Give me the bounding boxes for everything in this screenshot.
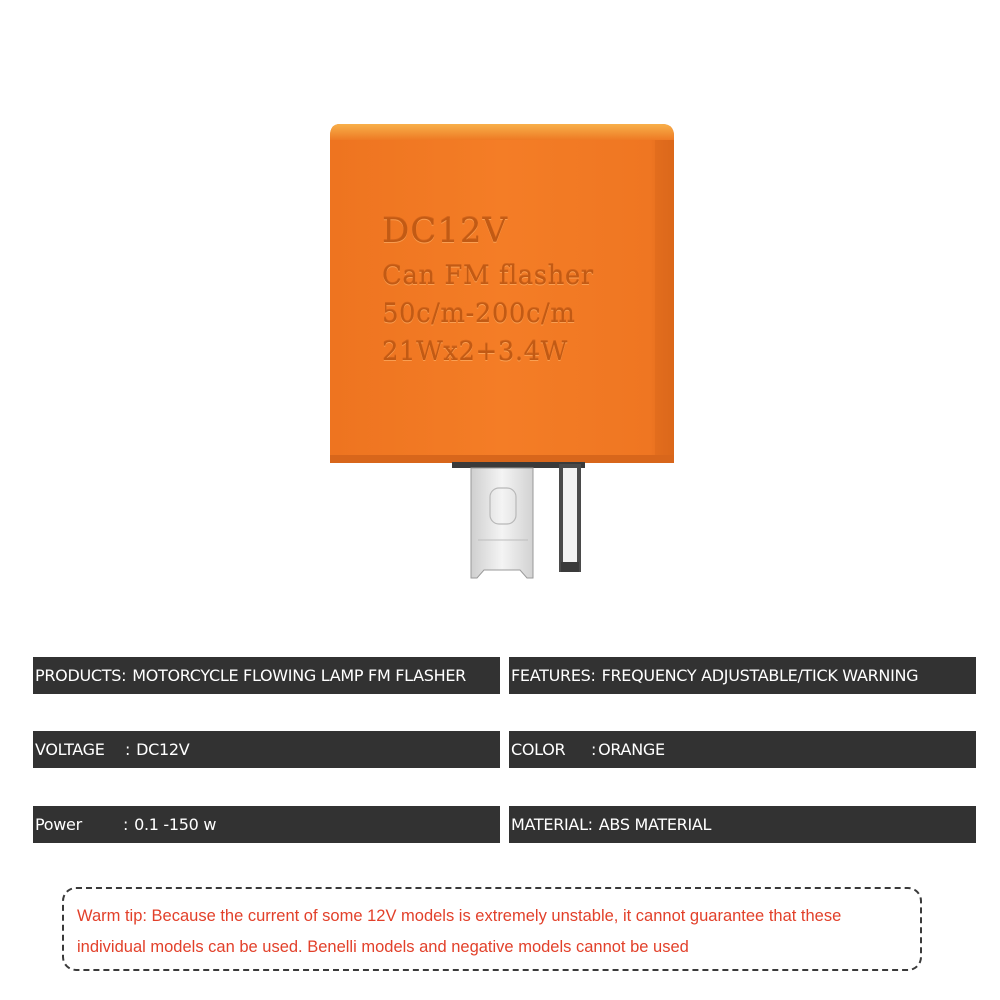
- spec-voltage-value: DC12V: [136, 740, 190, 759]
- spec-power-label: Power: [35, 815, 82, 834]
- spec-products: [33, 657, 500, 694]
- spec-features-label: FEATURES:: [511, 666, 596, 685]
- spec-voltage: [33, 731, 500, 768]
- engraving-wattage: 21Wx2+3.4W: [382, 337, 568, 367]
- warm-tip-box: [62, 887, 922, 971]
- spec-voltage-label: VOLTAGE: [35, 740, 105, 759]
- spec-features-value: FREQUENCY ADJUSTABLE/TICK WARNING: [601, 666, 919, 685]
- spec-material: [509, 806, 976, 843]
- terminal-pin-right: [559, 464, 581, 572]
- spec-products-label: PRODUCTS:: [35, 666, 127, 685]
- engraving-voltage: DC12V: [382, 211, 509, 251]
- spec-color-value: ORANGE: [598, 740, 665, 759]
- spec-color-separator: :: [591, 740, 597, 759]
- spec-power-separator: :: [123, 815, 129, 834]
- spec-products-value: MOTORCYCLE FLOWING LAMP FM FLASHER: [132, 666, 466, 685]
- engraving-type: Can FM flasher: [382, 261, 594, 291]
- engraving-frequency: 50c/m-200c/m: [382, 299, 576, 329]
- spec-voltage-separator: :: [125, 740, 131, 759]
- terminal-pin-left: [471, 468, 533, 578]
- spec-material-value: ABS MATERIAL: [598, 815, 712, 834]
- spec-features: [509, 657, 976, 694]
- spec-power: [33, 806, 500, 843]
- spec-color-label: COLOR: [511, 740, 566, 759]
- spec-material-label: MATERIAL:: [511, 815, 593, 834]
- spec-color: [509, 731, 976, 768]
- spec-power-value: 0.1 -150 w: [134, 815, 217, 834]
- relay-engraving: [382, 205, 662, 371]
- warm-tip-text: Warm tip: Because the current of some 12V models is extremely unstable, it cannot guarantee that these individual models can be used. Benelli models and negative models cannot be used: [77, 907, 842, 956]
